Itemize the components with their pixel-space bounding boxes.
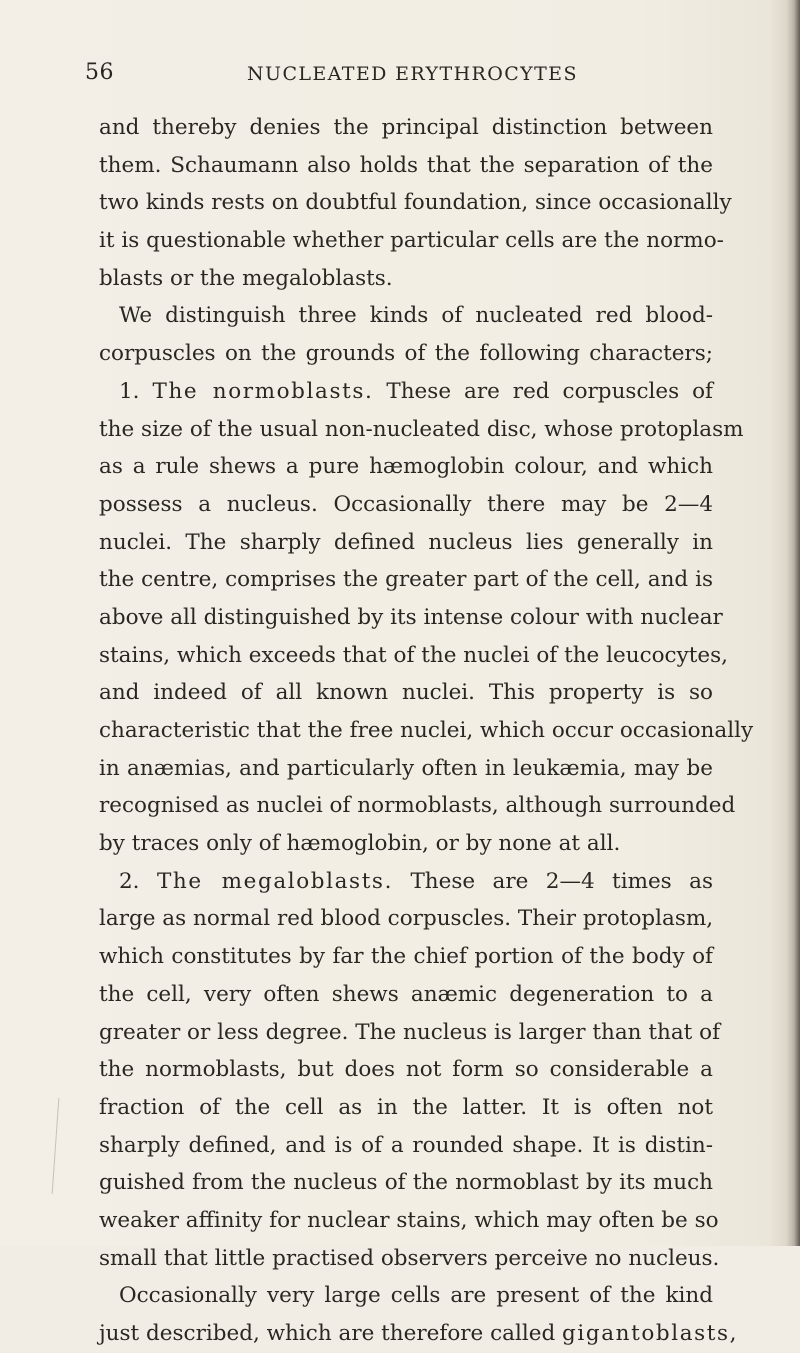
- text-line: two kinds rests on doubtful foundation, since occasionally: [99, 190, 732, 216]
- text-line: in anæmias, and particularly often in leukæmia, may be: [99, 755, 713, 781]
- text-line: it is questionable whether particular cells are the normo-: [99, 228, 724, 254]
- item-text: These are red corpuscles of: [386, 378, 713, 404]
- text-line: the size of the usual non-nucleated disc, whose protoplasm: [99, 416, 744, 442]
- item-term: gigantoblasts,: [562, 1321, 739, 1346]
- numbered-line-2: [99, 863, 713, 901]
- running-title: NUCLEATED ERYTHROCYTES: [247, 63, 578, 85]
- text-line: large as normal red blood corpuscles. Their protoplasm,: [99, 906, 714, 932]
- item-text: These are 2—4 times as: [410, 868, 713, 894]
- text-line: by traces only of hæmoglobin, or by none at all.: [99, 831, 621, 857]
- text-line: sharply defined, and is of a rounded shape. It is distin-: [99, 1132, 713, 1158]
- page-edge-shadow: [786, 0, 800, 1246]
- item-number: 2.: [119, 868, 140, 894]
- body-text: [99, 109, 754, 1353]
- item-number: 1.: [119, 378, 140, 404]
- text-line: guished from the nucleus of the normoblast by its much: [99, 1170, 713, 1196]
- text-line: nuclei. The sharply defined nucleus lies generally in: [99, 529, 713, 555]
- final-line: [99, 1315, 739, 1353]
- text-line: as a rule shews a pure hæmoglobin colour, and which: [99, 454, 713, 480]
- item-term: The megaloblasts.: [156, 868, 393, 894]
- text-line: We distinguish three kinds of nucleated red blood-: [119, 303, 713, 329]
- text-line: Occasionally very large cells are present of the kind: [119, 1283, 713, 1309]
- text-line: corpuscles on the grounds of the following characters;: [99, 341, 713, 367]
- text-line: the centre, comprises the greater part of the cell, and is: [99, 567, 713, 593]
- item-text: just described, which are therefore called: [99, 1321, 556, 1346]
- text-line: and indeed of all known nuclei. This property is so: [99, 680, 713, 706]
- text-line: blasts or the megaloblasts.: [99, 265, 393, 291]
- page-number: 56: [85, 60, 114, 85]
- text-line: characteristic that the free nuclei, which occur occasionally: [99, 718, 754, 743]
- text-line: above all distinguished by its intense colour with nuclear: [99, 604, 723, 630]
- text-line: recognised as nuclei of normoblasts, although surrounded: [99, 793, 736, 819]
- numbered-line-1: [99, 373, 713, 411]
- item-term: The normoblasts.: [152, 378, 374, 404]
- text-line: possess a nucleus. Occasionally there may be 2—4: [99, 491, 713, 517]
- text-line: greater or less degree. The nucleus is larger than that of: [99, 1019, 721, 1045]
- text-line: weaker affinity for nuclear stains, which may often be so: [99, 1207, 719, 1233]
- text-line: stains, which exceeds that of the nuclei of the leucocytes,: [99, 642, 728, 668]
- text-line: which constitutes by far the chief portion of the body of: [99, 944, 713, 970]
- text-line: the normoblasts, but does not form so considerable a: [99, 1057, 713, 1083]
- text-line: and thereby denies the principal distinction between: [99, 115, 713, 140]
- running-head: [85, 60, 705, 92]
- text-line: them. Schaumann also holds that the separation of the: [99, 152, 713, 178]
- text-line: fraction of the cell as in the latter. It is often not: [99, 1094, 713, 1120]
- text-line: small that little practised observers perceive no nucleus.: [99, 1245, 720, 1271]
- pencil-mark: [52, 1098, 62, 1194]
- text-line: the cell, very often shews anæmic degeneration to a: [99, 981, 713, 1007]
